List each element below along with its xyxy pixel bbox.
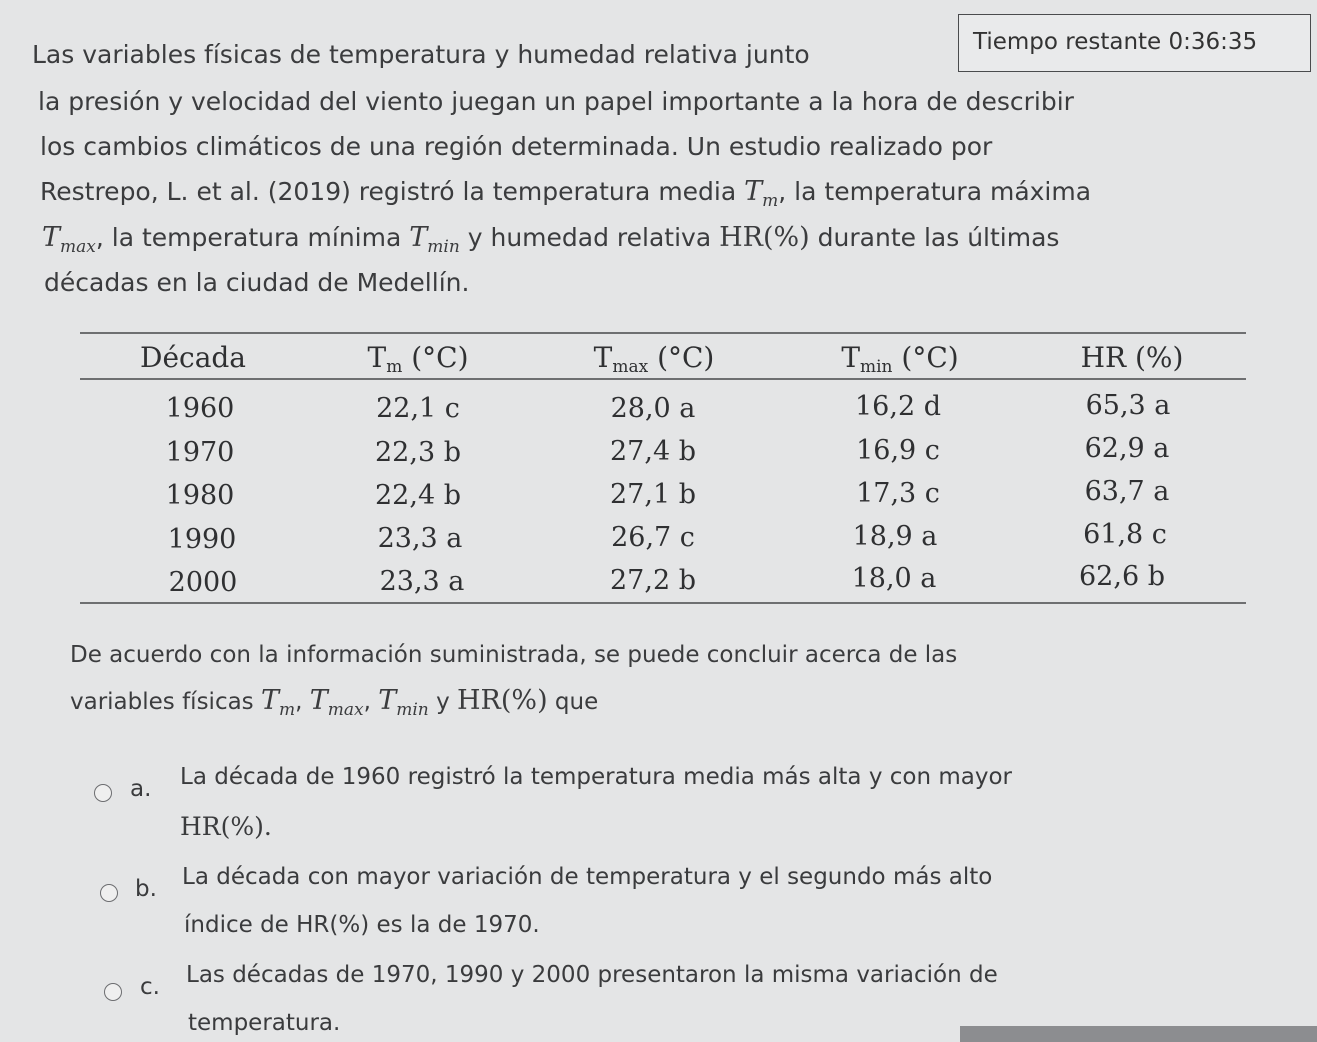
bottom-edge-bar [960,1026,1317,1042]
table-cell: 1970 [165,437,235,468]
math-tm: $T_m$ [260,685,296,720]
math-tmax: $T_{max}$ [42,222,96,257]
math-tmax: $T_{max}$ [309,685,364,720]
table-cell: 17,3 c [856,478,940,509]
table-cell: 62,6 b [1079,561,1165,592]
table-cell: 22,1 c [376,393,460,424]
stem-line-1 [32,40,810,70]
prompt-text: variables físicas [70,689,261,715]
stem-text: la presión y velocidad del viento juegan un papel importante a la hora de describir [38,87,1074,116]
table-cell: 26,7 c [611,522,695,553]
math-tmin: $T_{min}$ [409,222,460,257]
prompt-line-2: variables físicas $T_m$, $T_{max}$, $T_{min}$ y HR(%) que [70,685,599,720]
time-remaining-label: Tiempo restante 0:36:35 [973,29,1258,55]
header-decada: Década [139,341,247,374]
option-b-radio[interactable] [100,884,118,902]
option-c-text-line2[interactable]: temperatura. [188,1010,341,1036]
stem-line-3 [40,132,992,162]
stem-line-2 [38,87,1074,117]
table-cell: 22,4 b [375,480,461,511]
option-c-radio[interactable] [104,983,122,1001]
table-cell: 27,4 b [610,436,696,467]
table-cell: 22,3 b [375,437,461,468]
prompt-text: De acuerdo con la información suministrada, se puede concluir acerca de las [70,642,958,668]
stem-text: Restrepo, L. et al. (2019) registró la temperatura media [40,177,745,206]
table-top-rule [80,332,1246,334]
header-hr: HR (%) [1080,341,1184,374]
header-tmax: Tmax (°C) [593,341,715,377]
table-cell: 18,0 a [851,563,937,594]
table-cell: 23,3 a [379,566,465,597]
math-tmin: $T_{min}$ [378,685,429,720]
header-tmin: Tmin (°C) [841,341,959,377]
table-cell: 63,7 a [1084,476,1170,507]
stem-line-5 [42,223,1059,262]
option-a-text[interactable]: La década de 1960 registró la temperatura media más alta y con mayor [180,764,1012,790]
table-cell: 23,3 a [377,523,463,554]
table-bottom-rule [80,602,1246,604]
table-cell: 18,9 a [852,521,938,552]
table-cell: 27,1 b [610,479,696,510]
time-remaining-box [958,14,1311,72]
stem-text: Las variables físicas de temperatura y humedad relativa junto [32,40,810,69]
table-cell: 62,9 a [1084,433,1170,464]
table-cell: 2000 [168,567,238,598]
option-c-letter: c. [140,974,160,1000]
option-a-letter: a. [130,776,152,802]
stem-line-6 [44,268,469,298]
table-cell: 16,9 c [856,435,940,466]
option-a-radio[interactable] [94,784,112,802]
climate-data-table [80,326,1246,608]
stem-text: durante las últimas [809,223,1060,252]
table-cell: 1960 [165,393,235,424]
stem-line-4 [40,177,1091,216]
math-tm: $T_m$ [744,176,779,211]
table-cell: 61,8 c [1083,519,1167,550]
table-cell: 27,2 b [610,565,696,596]
stem-text: décadas en la ciudad de Medellín. [44,268,470,297]
table-cell: 1980 [165,480,235,511]
option-b-letter: b. [135,876,157,902]
prompt-line-1 [70,640,957,670]
math-hr: HR(%) [719,222,810,253]
stem-text: y humedad relativa [459,223,720,252]
math-hr: HR(%) [457,685,548,716]
option-b-text-line2[interactable]: índice de HR(%) es la de 1970. [184,912,540,938]
header-tm: Tm (°C) [367,341,469,377]
option-a-text-line2[interactable]: HR(%). [180,812,272,841]
option-c-text[interactable]: Las décadas de 1970, 1990 y 2000 presentaron la misma variación de [186,962,998,988]
table-cell: 16,2 d [855,391,941,422]
table-cell: 65,3 a [1085,390,1171,421]
table-cell: 28,0 a [610,393,696,424]
stem-text: , la temperatura máxima [778,177,1092,206]
stem-text: los cambios climáticos de una región determinada. Un estudio realizado por [40,132,993,161]
prompt-text: que [547,689,599,715]
table-cell: 1990 [167,524,237,555]
prompt-text: y [428,689,457,715]
option-b-text[interactable]: La década con mayor variación de temperatura y el segundo más alto [182,864,993,890]
stem-text: , la temperatura mínima [95,223,410,252]
